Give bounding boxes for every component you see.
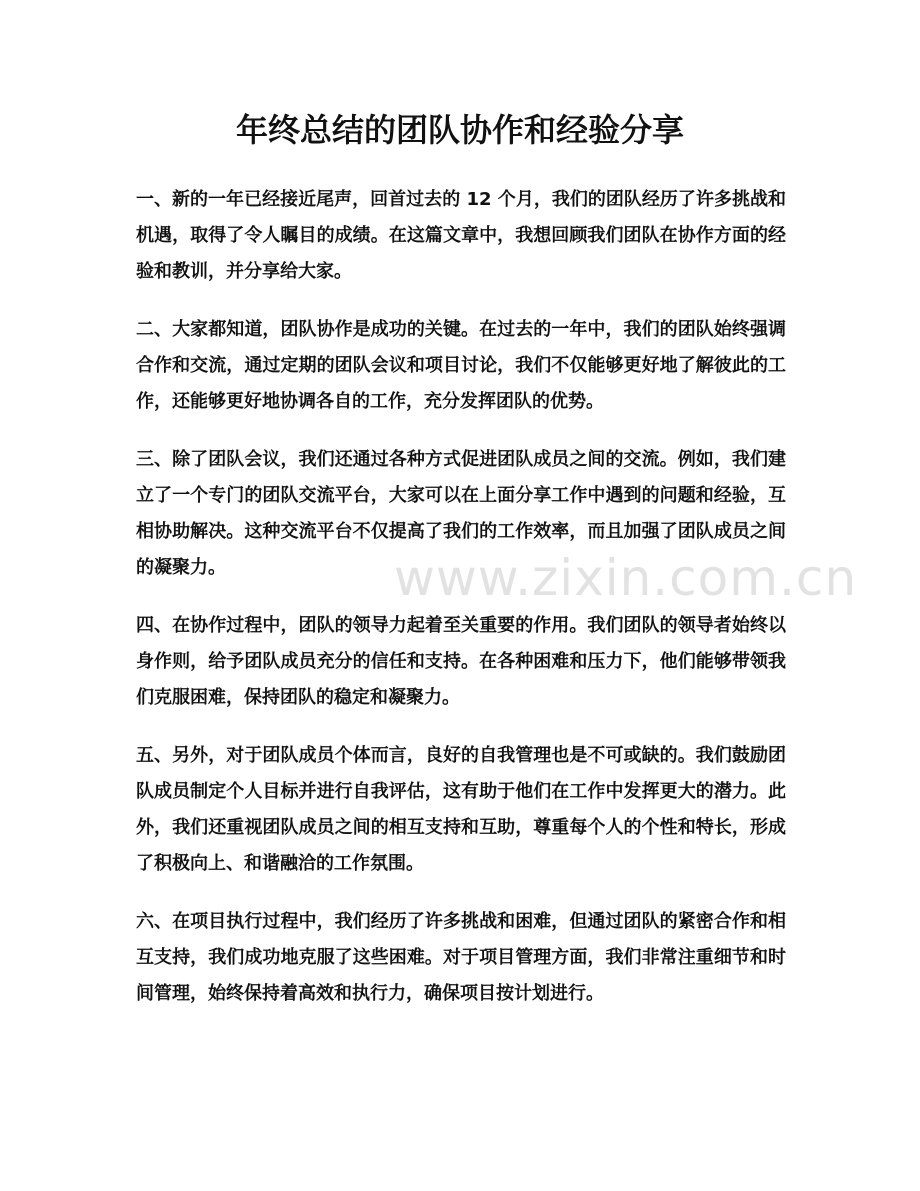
paragraph-4: 四、在协作过程中，团队的领导力起着至关重要的作用。我们团队的领导者始终以身作则，给予团队成员充分的信任和支持。在各种困难和压力下，他们能够带领我们克服困难，保持团队的稳定和凝聚力。 (136, 615, 786, 708)
document-title: 年终总结的团队协作和经验分享 (235, 111, 684, 149)
paragraph-5: 五、另外，对于团队成员个体而言，良好的自我管理也是不可或缺的。我们鼓励团队成员制定个人目标并进行自我评估，这有助于他们在工作中发挥更大的潜力。此外，我们还重视团队成员之间的相互支持和互助，尊重每个人的个性和特长，形成了积极向上、和谐融洽的工作氛围。 (136, 745, 786, 874)
watermark-text: www.zixin.com.cn (394, 549, 858, 607)
paragraph-1: 一、新的一年已经接近尾声，回首过去的 12 个月，我们的团队经历了许多挑战和机遇，取得了令人瞩目的成绩。在这篇文章中，我想回顾我们团队在协作方面的经验和教训，并分享给大家。 (136, 189, 786, 282)
paragraph-3: 三、除了团队会议，我们还通过各种方式促进团队成员之间的交流。例如，我们建立了一个专门的团队交流平台，大家可以在上面分享工作中遇到的问题和经验，互相协助解决。这种交流平台不仅提高了我们的工作效率，而且加强了团队成员之间的凝聚力。 (136, 449, 786, 578)
paragraph-2: 二、大家都知道，团队协作是成功的关键。在过去的一年中，我们的团队始终强调合作和交流，通过定期的团队会议和项目讨论，我们不仅能够更好地了解彼此的工作，还能够更好地协调各自的工作，充分发挥团队的优势。 (136, 319, 786, 412)
document-body (136, 182, 786, 1034)
paragraph-6: 六、在项目执行过程中，我们经历了许多挑战和困难，但通过团队的紧密合作和相互支持，我们成功地克服了这些困难。对于项目管理方面，我们非常注重细节和时间管理，始终保持着高效和执行力，确保项目按计划进行。 (136, 911, 786, 1004)
